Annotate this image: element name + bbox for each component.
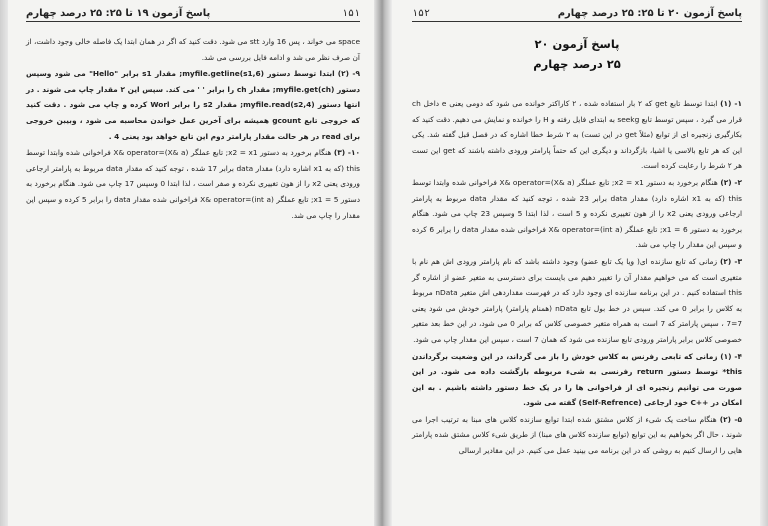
- right-page-number: ۱۵۲: [412, 8, 431, 19]
- right-paragraph-1: [412, 96, 742, 174]
- right-page-body: [412, 96, 742, 459]
- chapter-title: پاسخ آزمون ۲۰: [534, 37, 620, 51]
- right-paragraph-5: [412, 412, 742, 459]
- right-answer-label-5: ۵- (۲): [719, 414, 742, 424]
- right-answer-label-1: ۱- (۱): [720, 99, 743, 108]
- left-page-header: [26, 8, 360, 22]
- left-header-title: پاسخ آزمون ۱۹ تا ۲۵: ۲۵ درصد چهارم: [26, 8, 211, 19]
- left-paragraph-2: [26, 66, 360, 144]
- right-paragraph-4: [412, 349, 742, 411]
- right-paragraph-2-text: هنگام برخورد به دستور x2 = x1; تابع عملگر X& operator=(X& a) فراخوانی شده وابتدا توسط this (که به x1 اشاره دارد) مقدار data برابر 23 شده ، توجه کنید که مقدار data مربوط به پارامتر ارجاعی ورودی یعنی x2 را از هون تغییری نکرده و 5 است ، لذا ابتدا 5 وسپس 23 چاپ می شود. هنگام برخورد به دستور x1 = 6; تابع عملگر X& operator=(int a) فراخوانی شده مقدار data را برابر 6 کرده و سپس این مقدار را چاپ می شد.: [412, 177, 743, 250]
- left-paragraph-3: [26, 145, 360, 223]
- right-page: [392, 0, 760, 526]
- chapter-subtitle: ۲۵ درصد چهارم: [533, 57, 621, 71]
- left-paragraph-1-text: space می خواند ، پس 16 وارد stt می شود. دقت کنید که اگر در همان ابتدا یک فاصله خالی وجود داشت، از آن صرف نظر می شد و ادامه فایل بررسی می شد.: [26, 37, 361, 62]
- right-paragraph-3-text: زمانی که تابع سازنده ای( ویا یک تابع عضو) وجود داشته باشد که نام پارامتر ورودی اش هم نام با متغیری است که می خواهیم مقدار آن را تغییر دهیم می بایست برای دسترسی به متغیر عضو از اشاره گر this استفاده کنیم . در این برنامه سازنده ای وجود دارد که در فهرست مقداردهی اش متغیر nData مربوط به کلاس را برابر 0 می کند. سپس در خط بول تابع nData (همنام پارامتر) پارامتر خودش می شود یعنی 7=7 ، سپس پارامتر که 7 است به همراه متغیر خصوصی کلاس که برابر 0 می شود، در این خط بعد متغیر خصوصی کلاس برابر پارامتر ورودی تابع سازنده می شود که همان 7 است ، سپس این مقدار چاپ می شود.: [412, 256, 743, 344]
- left-paragraph-3-text: هنگام برخورد به دستور x2 = x1; تابع عملگر X& operator=(X& a) فراخوانی شده وابتدا توسط this (که به x1 اشاره دارد) مقدار data برابر 17 شده ، توجه کنید که مقدار data مربوط به پارامتر ارجاعی ورودی یعنی x2 را از هون تغییری نکرده و صفر است ، لذا ابتدا 0 وسپس 17 چاپ می شود. هنگام برخورد به دستور x1 = 5; تابع عملگر X& operator=(int a) فراخوانی شده مقدار data را برابر 5 کرده و سپس این مقدار را چاپ می شد.: [26, 148, 361, 220]
- right-header-title: پاسخ آزمون ۲۰ تا ۲۵: ۲۵ درصد چهارم: [557, 8, 742, 19]
- right-answer-label-3: ۳- (۲): [719, 256, 742, 266]
- right-paragraph-3: [412, 254, 742, 348]
- left-page: [8, 0, 374, 526]
- right-answer-label-2: ۲- (۲): [720, 177, 742, 187]
- left-answer-label-10: ۱۰- (۳): [333, 148, 360, 158]
- left-page-body: [26, 34, 360, 223]
- left-paragraph-2-text: ابتدا توسط دستور myfile.getline(s1,6); مقدار s1 برابر "Hello" می شود وسپس دستور myfile.get(ch); مقدار ch را برابر ' ' می کند. سپس این ۲ مقدار چاپ می شوند . در انتها دستور myfile.read(s2,4); مقدار s2 را برابر Worl کرده و چاپ می شود . دقت کنید که خروجی تابع gcount همیشه برای آخرین عمل خواندن محاسبه می شود ، وبیبن خروجی برای read در هر حالت مقدار پارامتر دوم این تابع خواهد بود یعنی 4 .: [26, 69, 361, 141]
- right-paragraph-4-text: زمانی که تابعی رفرنس به کلاس خودش را باز می گرداند، در این وضعیت برگرداندن this* توسط دستور return رفرنسی به شیء مربوطه بازگشت داده می شود. در این صورت می توانیم زنجیره ای از فراخوانی ها را در یک خط دستور داشته باشیم . به این امکان در ++C خود ارجاعی (Self-Refrence) گفته می شود.: [412, 351, 743, 408]
- left-page-number: ۱۵۱: [341, 8, 360, 19]
- right-paragraph-1-text: ابتدا توسط تابع get که ۲ بار استفاده شده ، ۲ کاراکتر خوانده می شود که دومی یعنی e داخل ch قرار می گیرد ، سپس توسط تابع seekg به ابتدای فایل رفته و H را خوانده و نمایش می دهیم. دقت کنید که بکارگیری زنجیره ای از توابع (مثلاً get در این تست) به ۲ شرط خطا اشاره که در فصل قبل گفته شد. یکی این که هر تابع بالاسی یا اشیا، بازگرداند و دیگری این که حتماً پارامتر ورودی داشته باشند که get این تست هر ۲ شرط را رعایت کرده است.: [412, 99, 743, 171]
- book-gutter: [374, 0, 392, 526]
- left-answer-label-9: ۹- (۲): [337, 69, 360, 79]
- right-paragraph-5-text: هنگام ساخت یک شیء از کلاس مشتق شده ابتدا توابع سازنده کلاس های مبنا به ترتیب اجرا می شوند ، حال اگر بخواهیم به این توابع (توابع سازنده کلاس های مبنا) از طریق شیء کلاس مشتق شده پارامتر هایی را ارسال کنیم به روشی که در این برنامه می بینید عمل می کنیم. در این مقادیر ارسالی: [412, 414, 742, 456]
- right-page-header: [412, 8, 742, 22]
- left-paragraph-1: [26, 34, 360, 65]
- right-answer-label-4: ۴- (۱): [720, 351, 742, 361]
- right-paragraph-2: [412, 175, 742, 253]
